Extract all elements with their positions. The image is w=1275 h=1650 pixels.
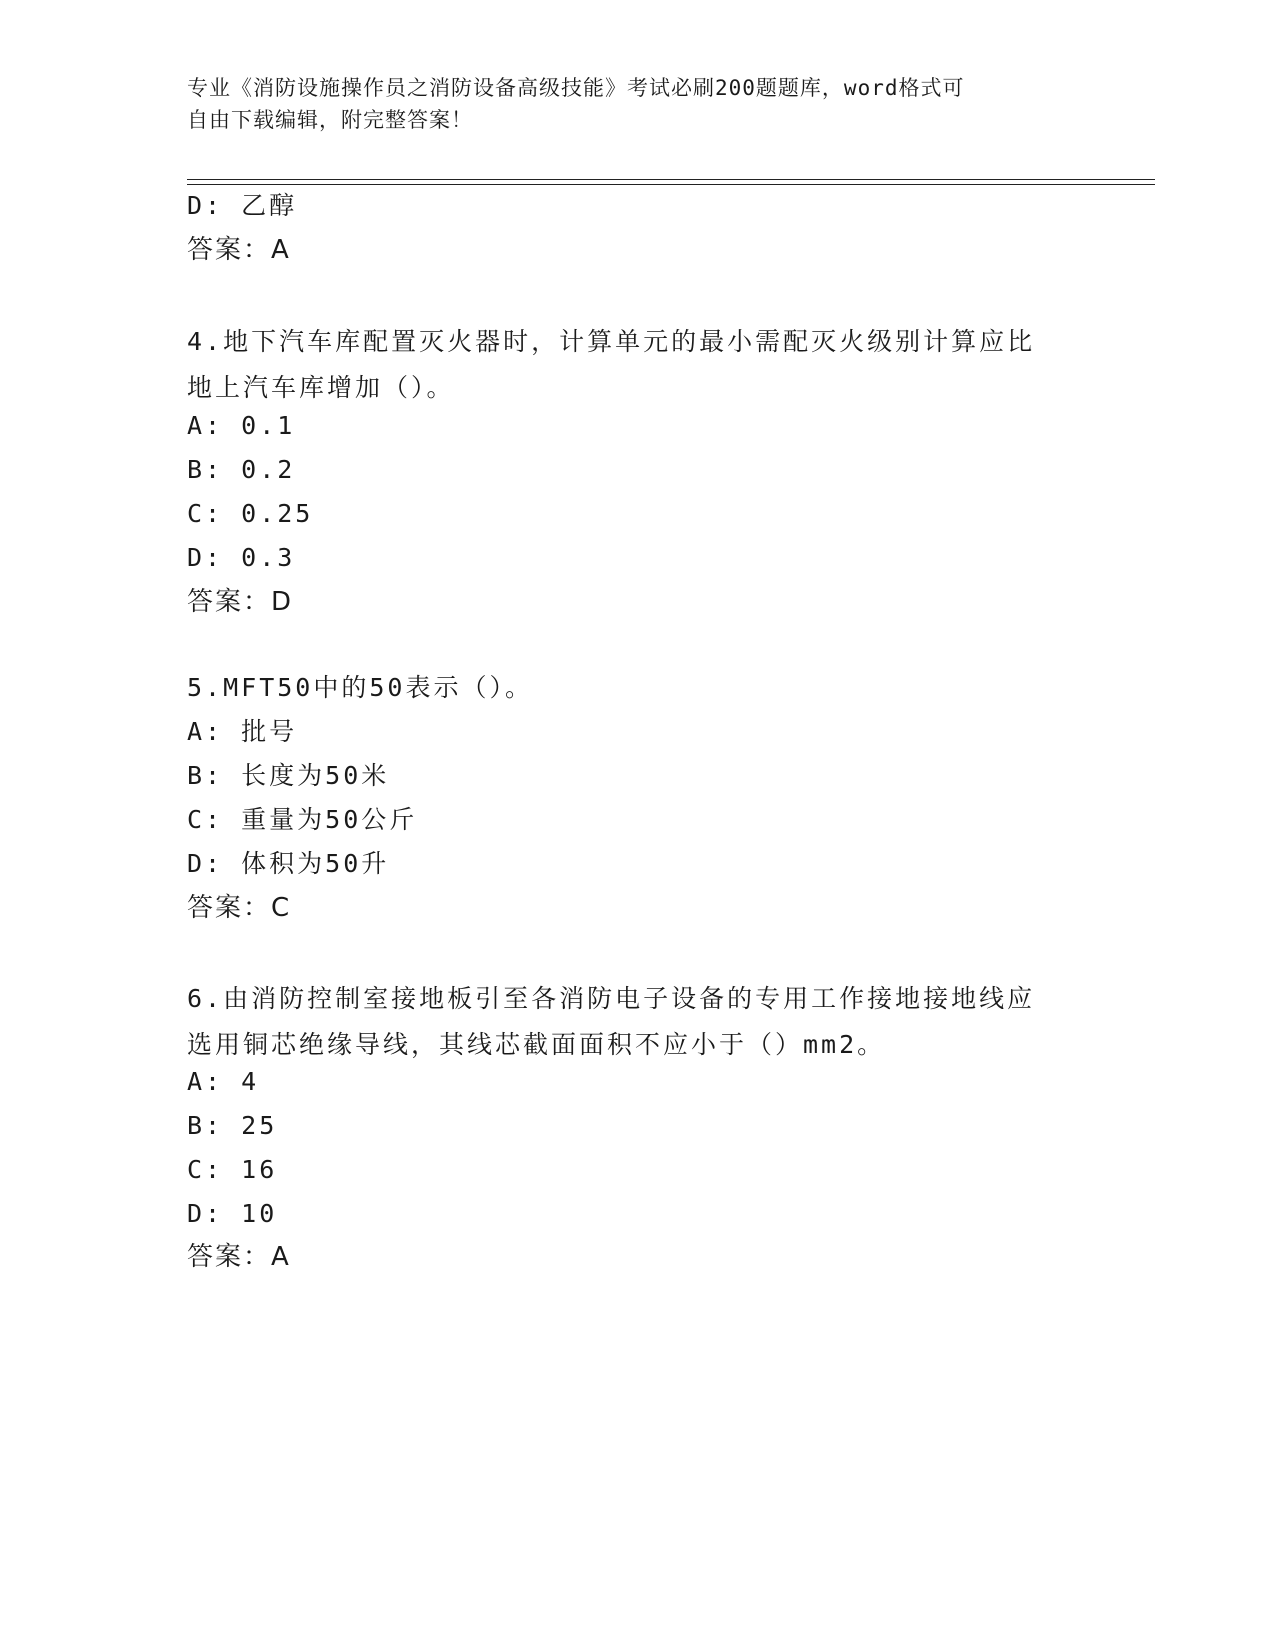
question-4-option-b: B: 0.2: [187, 455, 296, 484]
question-5-answer: 答案：C: [187, 893, 292, 923]
question-6-answer: 答案：A: [187, 1242, 291, 1272]
question-5-option-a: A: 批号: [187, 717, 298, 746]
prev-question-answer: 答案：A: [187, 235, 291, 265]
question-5-option-c: C: 重量为50公斤: [187, 805, 418, 834]
question-6-stem-line-1: 6.由消防控制室接地板引至各消防电子设备的专用工作接地接地线应: [187, 984, 1036, 1013]
question-5-option-b: B: 长度为50米: [187, 761, 390, 790]
question-4-stem-line-1: 4.地下汽车库配置灭火器时，计算单元的最小需配灭火级别计算应比: [187, 327, 1036, 356]
header-line-1: 专业《消防设施操作员之消防设备高级技能》考试必刷200题题库，word格式可: [187, 76, 965, 100]
question-4-option-d: D: 0.3: [187, 543, 296, 572]
question-4-option-c: C: 0.25: [187, 499, 314, 528]
question-6-stem: [187, 976, 1067, 1068]
document-header: [187, 72, 1067, 136]
question-6-option-a: A: 4: [187, 1067, 260, 1096]
question-6-option-c: C: 16: [187, 1155, 278, 1184]
question-4-option-a: A: 0.1: [187, 411, 296, 440]
question-4-answer: 答案：D: [187, 587, 294, 617]
header-divider-top: [187, 179, 1155, 180]
question-6-option-b: B: 25: [187, 1111, 278, 1140]
header-line-2: 自由下载编辑，附完整答案！: [187, 108, 473, 132]
question-5-stem: 5.MFT50中的50表示（）。: [187, 673, 533, 702]
question-6-stem-line-2: 选用铜芯绝缘导线，其线芯截面面积不应小于（）mm2。: [187, 1030, 886, 1059]
question-6-option-d: D: 10: [187, 1199, 278, 1228]
prev-question-option-d: D: 乙醇: [187, 191, 298, 220]
question-4-stem-line-2: 地上汽车库增加（）。: [187, 373, 455, 402]
header-divider-bottom: [187, 184, 1155, 185]
question-4-stem: [187, 319, 1067, 411]
question-5-option-d: D: 体积为50升: [187, 849, 390, 878]
